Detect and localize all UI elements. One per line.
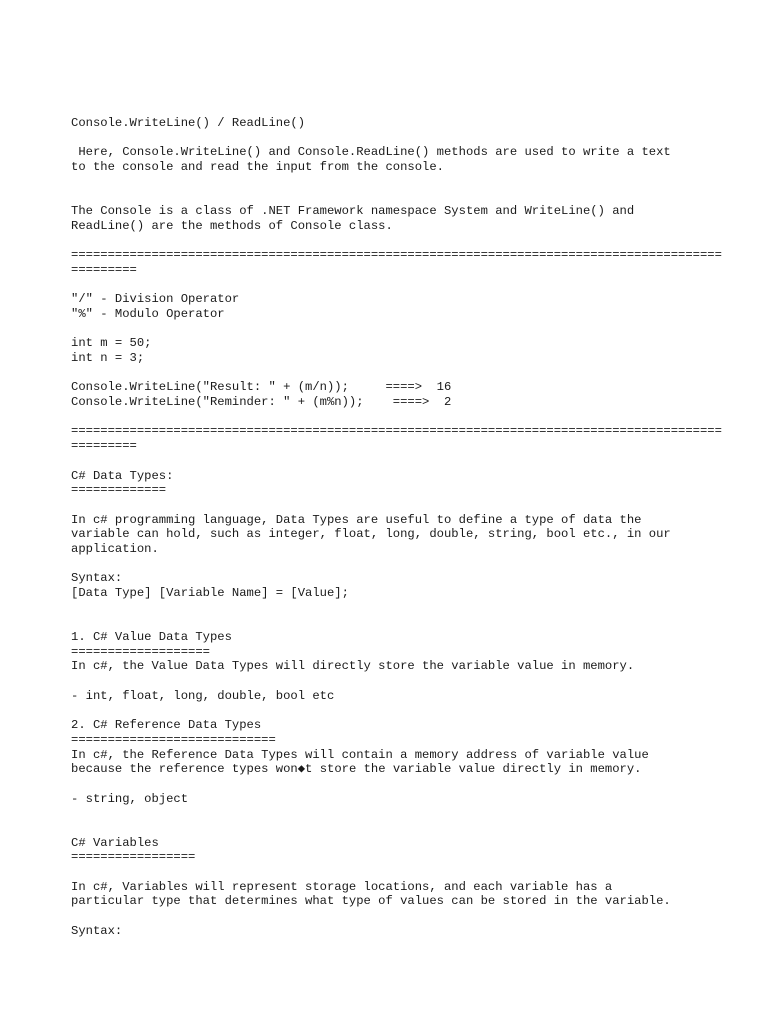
- doc-line: In c#, the Value Data Types will directly store the variable value in memory.: [71, 659, 635, 674]
- doc-line: - string, object: [71, 791, 189, 806]
- doc-line: [71, 410, 711, 425]
- code-line: int n = 3;: [71, 351, 145, 365]
- heading-underline: =================: [71, 850, 196, 865]
- code-line: Console.WriteLine("Result: " + (m/n)); ====> 16: [71, 380, 452, 395]
- doc-line: Syntax:: [71, 571, 123, 586]
- doc-line: [71, 498, 711, 513]
- doc-line: Console.WriteLine() / ReadLine(): [71, 116, 306, 130]
- doc-line: Syntax:: [71, 923, 123, 938]
- doc-line: [71, 175, 711, 190]
- doc-line: [71, 454, 711, 469]
- doc-line: [71, 806, 711, 821]
- separator-line: =========================================================================================: [71, 424, 722, 439]
- section-heading: C# Data Types:: [71, 468, 174, 483]
- separator-line: =========================================================================================: [71, 248, 722, 263]
- doc-line: [71, 674, 711, 689]
- section-heading: C# Variables: [71, 835, 159, 850]
- doc-line: [71, 189, 711, 204]
- separator-line: =========: [71, 262, 137, 277]
- doc-line: particular type that determines what type of values can be stored in the variable.: [71, 894, 671, 909]
- code-line: Console.WriteLine("Reminder: " + (m%n)); ====> 2: [71, 395, 452, 410]
- doc-line: [71, 865, 711, 880]
- doc-line: [71, 821, 711, 836]
- separator-line: =========: [71, 439, 137, 454]
- code-line: int m = 50;: [71, 336, 152, 351]
- doc-line: The Console is a class of .NET Framework namespace System and WriteLine() and: [71, 204, 635, 219]
- doc-line: because the reference types won◆t store the variable value directly in memory.: [71, 762, 642, 777]
- doc-line: "/" - Division Operator: [71, 292, 240, 307]
- doc-line: [71, 234, 711, 249]
- doc-line: [71, 322, 711, 337]
- section-heading: 2. C# Reference Data Types: [71, 718, 262, 733]
- doc-line: In c# programming language, Data Types are useful to define a type of data the: [71, 512, 642, 527]
- doc-line: variable can hold, such as integer, float, long, double, string, bool etc., in our: [71, 527, 671, 542]
- doc-line: Here, Console.WriteLine() and Console.ReadLine() methods are used to write a text: [71, 145, 671, 160]
- doc-line: ReadLine() are the methods of Console class.: [71, 218, 393, 233]
- doc-line: [71, 278, 711, 293]
- doc-line: [71, 615, 711, 630]
- doc-line: application.: [71, 541, 159, 556]
- doc-line: [71, 704, 711, 719]
- doc-line: - int, float, long, double, bool etc: [71, 688, 335, 703]
- section-heading: 1. C# Value Data Types: [71, 630, 232, 645]
- doc-line: In c#, the Reference Data Types will contain a memory address of variable value: [71, 747, 649, 762]
- doc-line: [71, 366, 711, 381]
- code-line: [Data Type] [Variable Name] = [Value];: [71, 586, 349, 600]
- doc-line: [71, 557, 711, 572]
- doc-line: "%" - Modulo Operator: [71, 306, 225, 321]
- doc-line: to the console and read the input from the console.: [71, 160, 444, 175]
- doc-line: [71, 131, 711, 146]
- heading-underline: ===================: [71, 644, 210, 659]
- heading-underline: =============: [71, 483, 167, 498]
- doc-line: [71, 777, 711, 792]
- doc-line: In c#, Variables will represent storage locations, and each variable has a: [71, 879, 613, 894]
- heading-underline: ============================: [71, 732, 276, 747]
- doc-line: [71, 601, 711, 616]
- document-page: [71, 116, 722, 939]
- doc-line: [71, 909, 711, 924]
